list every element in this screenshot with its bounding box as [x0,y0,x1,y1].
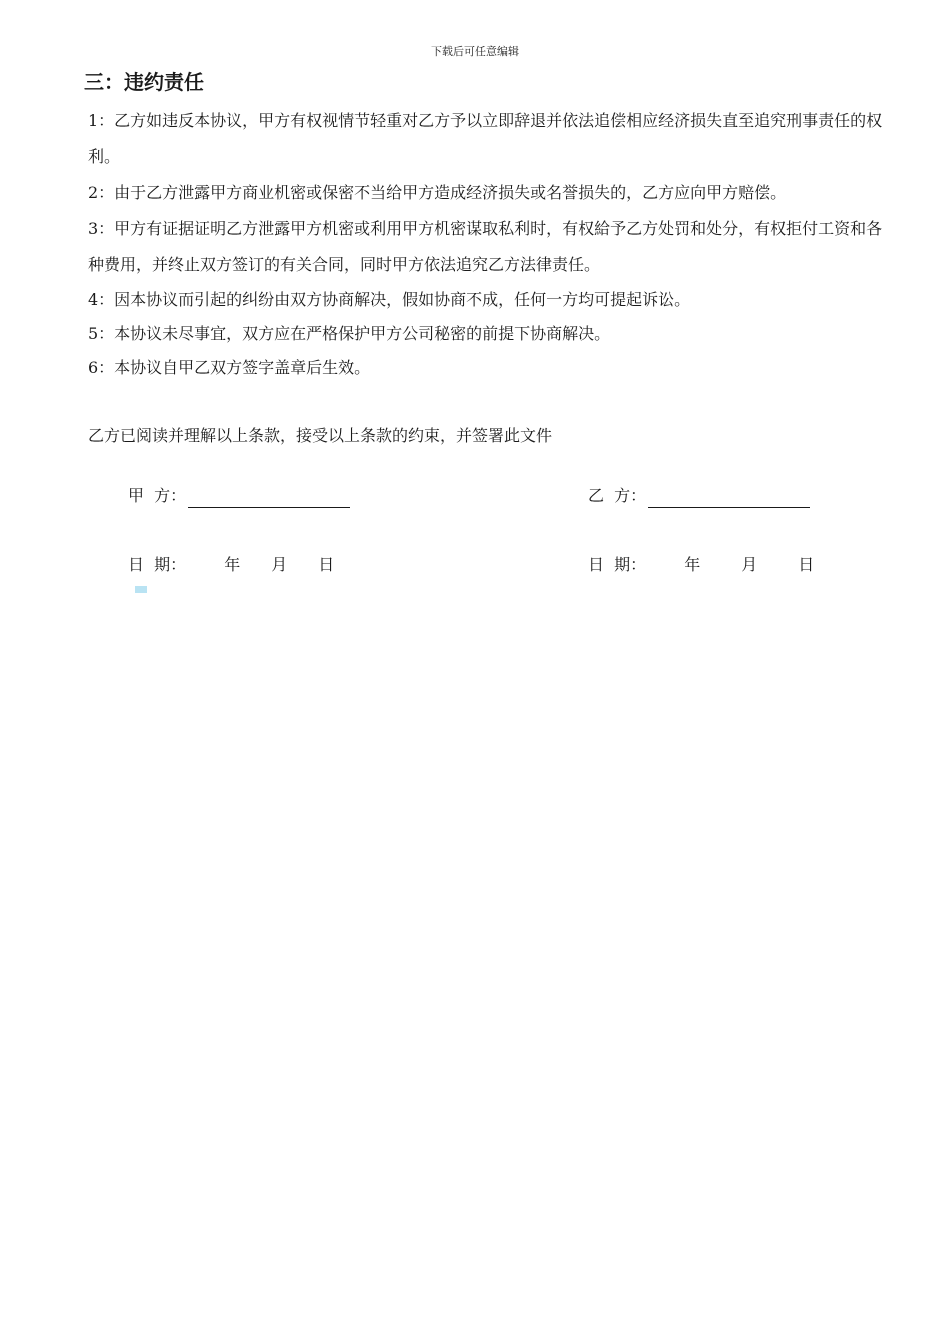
acknowledgement: 乙方已阅读并理解以上条款，接受以上条款的约束，并签署此文件 [88,426,553,445]
party-a-label: 甲 方： [128,486,187,505]
highlight-marker [135,586,147,593]
party-b-month: 月 [741,555,758,574]
party-b-year: 年 [684,555,701,574]
party-b-signature-line [648,489,810,508]
clause-list [88,103,896,385]
clause-4: 4：因本协议而引起的纠纷由双方协商解决，假如协商不成，任何一方均可提起诉讼。 [88,290,691,309]
party-a-date-label: 日 期： [128,555,187,574]
party-b-date [588,553,814,577]
clause-3: 3：甲方有证据证明乙方泄露甲方机密或利用甲方机密谋取私利时，有权給予乙方处罚和处分，有权拒付工资和各种费用，并终止双方签订的有关合同，同时甲方依法追究乙方法律责任。 [88,219,883,274]
header-note: 下载后可任意编辑 [431,45,519,58]
clause-1: 1：乙方如违反本协议，甲方有权视情节轻重对乙方予以立即辞退并依法追偿相应经济损失直至追究刑事责任的权利。 [88,111,883,166]
party-a-signature [128,484,350,508]
clause-2: 2：由于乙方泄露甲方商业机密或保密不当给甲方造成经济损失或名誉损失的，乙方应向甲方赔偿。 [88,183,787,202]
party-b-label: 乙 方： [588,486,647,505]
party-a-day: 日 [318,555,335,574]
party-a-year: 年 [224,555,241,574]
party-a-date [128,553,334,577]
party-b-date-label: 日 期： [588,555,647,574]
clause-5: 5：本协议未尽事宜，双方应在严格保护甲方公司秘密的前提下协商解决。 [88,324,611,343]
party-b-day: 日 [798,555,815,574]
clause-6: 6：本协议自甲乙双方签字盖章后生效。 [88,358,371,377]
party-a-signature-line [188,489,350,508]
party-a-month: 月 [271,555,288,574]
party-b-signature [588,484,810,508]
section-title: 三：违约责任 [84,70,204,94]
